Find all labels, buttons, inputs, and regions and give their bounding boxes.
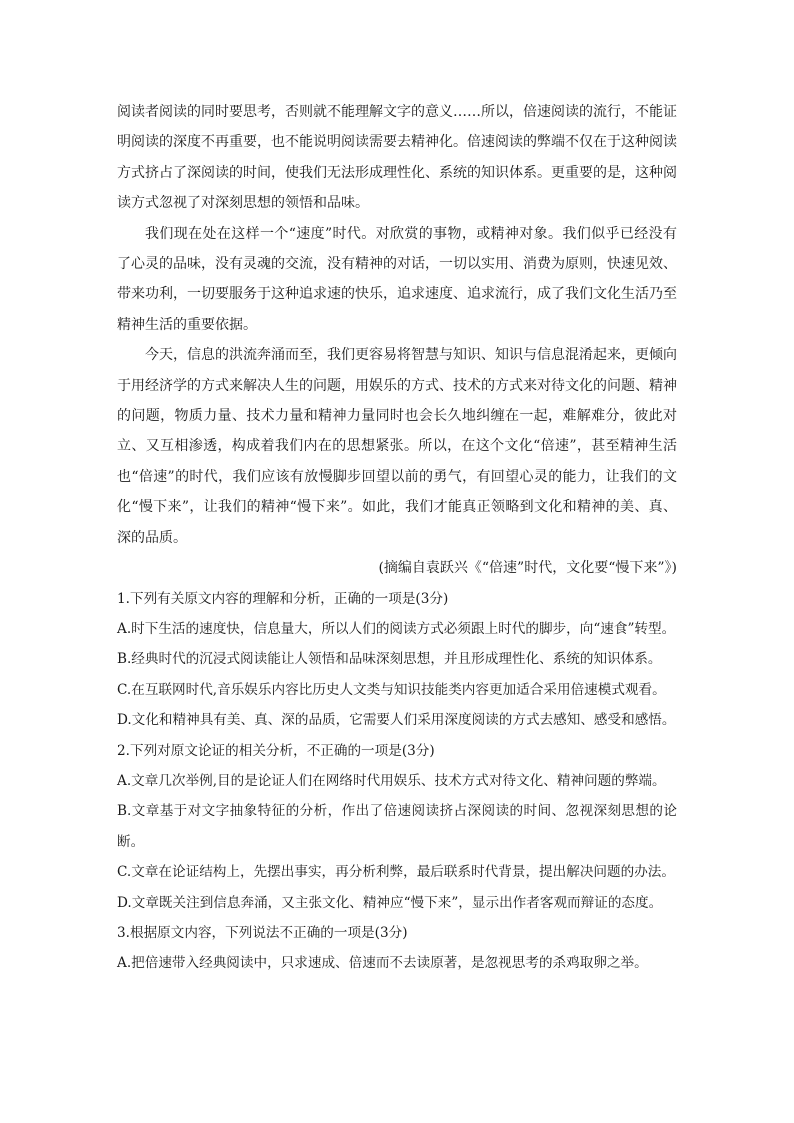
option-c: C.文章在论证结构上，先摆出事实，再分析利弊，最后联系时代背景，提出解决问题的办法。 bbox=[117, 864, 675, 881]
option-d: D.文化和精神具有美、真、深的品质，它需要人们采用深度阅读的方式去感知、感受和感悟。 bbox=[117, 712, 676, 729]
passage-paragraph-1: 阅读者阅读的同时要思考，否则就不能理解文字的意义……所以，倍速阅读的流行，不能证明阅读的深度不再重要，也不能说明阅读需要去精神化。倍速阅读的弊端不仅在于这种阅读方式挤占了深阅读的时间，使我们无法形成理性化、系统的知识体系。更重要的是，这种阅读方式忽视了对深刻思想的领悟和品味。 bbox=[117, 104, 677, 212]
question-stem: 2.下列对原文论证的相关分析，不正确的一项是(3分) bbox=[117, 742, 435, 759]
question-1 bbox=[117, 584, 677, 736]
passage-paragraph-3: 今天，信息的洪流奔涌而至，我们更容易将智慧与知识、知识与信息混淆起来，更倾向于用经济学的方式来解决人生的问题，用娱乐的方式、技术的方式来对待文化的问题、精神的问题，物质力量、技术力量和精神力量同时也会长久地纠缠在一起，难解难分，彼此对立、又互相渗透，构成着我们内在的思想紧张。所以，在这个文化“倍速”，甚至精神生活也“倍速”的时代，我们应该有放慢脚步回望以前的勇气，有回望心灵的能力，让我们的文化“慢下来”，让我们的精神“慢下来”。如此，我们才能真正领略到文化和精神的美、真、深的品质。 bbox=[117, 347, 677, 546]
option-a: A.文章几次举例,目的是论证人们在网络时代用娱乐、技术方式对待文化、精神问题的弊端。 bbox=[117, 772, 666, 789]
passage-paragraph-2: 我们现在处在这样一个“速度”时代。对欣赏的事物，或精神对象。我们似乎已经没有了心灵的品味，没有灵魂的交流，没有精神的对话，一切以实用、消费为原则，快速见效、带来功利，一切要服务于这种追求速的快乐，追求速度、追求流行，成了我们文化生活乃至精神生活的重要依据。 bbox=[117, 225, 677, 333]
option-d: D.文章既关注到信息奔涌，又主张文化、精神应“慢下来”，显示出作者客观而辩证的态度。 bbox=[117, 894, 663, 911]
option-c: C.在互联网时代,音乐娱乐内容比历史人文类与知识技能类内容更加适合采用倍速模式观看。 bbox=[117, 681, 666, 698]
question-stem: 3.根据原文内容，下列说法不正确的一项是(3分) bbox=[117, 924, 408, 941]
option-b: B.经典时代的沉浸式阅读能让人领悟和品味深刻思想，并且形成理性化、系统的知识体系。 bbox=[117, 651, 662, 668]
option-a: A.把倍速带入经典阅读中，只求速成、倍速而不去读原著，是忽视思考的杀鸡取卵之举。 bbox=[117, 955, 648, 972]
question-3 bbox=[117, 918, 677, 979]
option-b: B.文章基于对文字抽象特征的分析，作出了倍速阅读挤占深阅读的时间、忽视深刻思想的论断。 bbox=[117, 803, 677, 850]
question-2 bbox=[117, 736, 677, 918]
passage-source: (摘编自袁跃兴《“倍速”时代，文化要“慢下来”》) bbox=[378, 560, 677, 577]
option-a: A.时下生活的速度快，信息量大，所以人们的阅读方式必须跟上时代的脚步，向“速食”转型。 bbox=[117, 620, 676, 637]
document-page bbox=[117, 97, 677, 979]
question-stem: 1.下列有关原文内容的理解和分析，正确的一项是(3分) bbox=[117, 590, 449, 607]
